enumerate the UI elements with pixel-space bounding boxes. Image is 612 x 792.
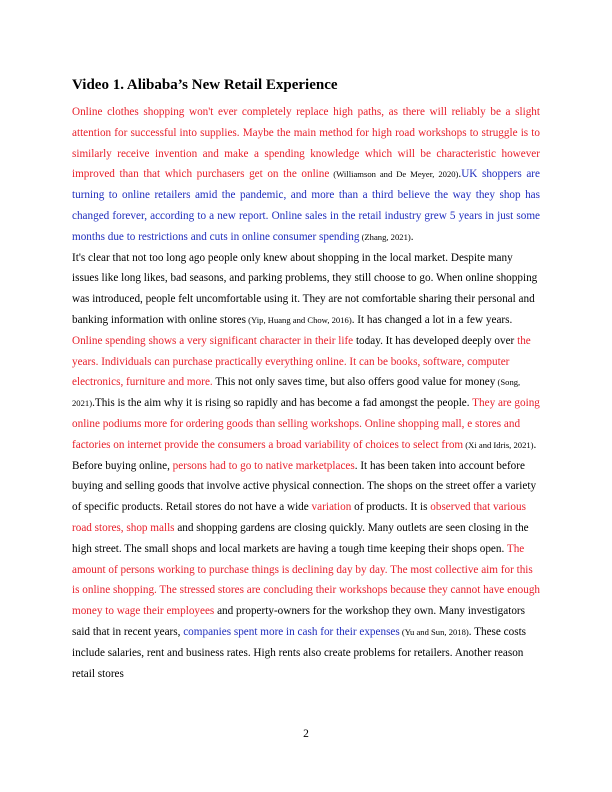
citation: (Yu and Sun, 2018) — [399, 626, 469, 637]
text-run: . These costs include salaries, rent and business rates. High rents also create problems for retailers. Another reason retail stores — [72, 625, 527, 680]
paragraph-1 — [72, 102, 540, 248]
text-run: . It has changed a lot in a few years. — [351, 313, 513, 326]
text-run: . — [458, 168, 462, 181]
text-run: This not only saves time, but also offers good value for money — [212, 376, 496, 389]
highlighted-text-blue: companies spent more in cash for their expenses — [183, 625, 400, 638]
highlighted-text-red: the years. Individuals can purchase practically everything online. It can be books, software, computer electronics, furniture and more. — [72, 334, 531, 389]
page-number: 2 — [303, 728, 309, 740]
citation: (Xi and Idris, 2021) — [463, 439, 534, 450]
citation: (Song, 2021) — [72, 377, 521, 409]
text-run: . It has been taken into account before buying and selling goods that involve active physical connection. The shops on the street offer a variety of specific products. Retail stores do not have a wide — [72, 459, 537, 514]
citation: (Williamson and De Meyer, 2020) — [329, 169, 459, 180]
document-page — [72, 70, 540, 684]
text-run: . — [410, 230, 414, 243]
text-run: and shopping gardens are closing quickly. Many outlets are seen closing in the high street. The small shops and local markets are having a tough time keeping their shops open. — [72, 521, 529, 555]
text-run: .This is the aim why it is rising so rapidly and has become a fad amongst the people. — [92, 397, 473, 410]
highlighted-text-red: They are going online podiums more for ordering goods than selling workshops. Online shopping mall, e stores and factories on internet provide the consumers a broad variability of choices to select from — [72, 397, 540, 451]
paragraph-3 — [72, 456, 540, 685]
text-run: Before buying online, — [72, 459, 173, 472]
highlighted-text-red: Online spending shows a very significant character in their life — [72, 334, 354, 347]
highlighted-text-red: persons had to go to native marketplaces — [172, 459, 355, 472]
text-run: and property-owners for the workshop they own. Many investigators said that in recent years, — [72, 605, 525, 638]
highlighted-text-red: observed that various road stores, shop malls — [72, 501, 526, 534]
section-heading: Video 1. Alibaba’s New Retail Experience — [72, 77, 338, 93]
citation: (Zhang, 2021) — [359, 231, 411, 242]
highlighted-text-blue: UK shoppers are turning to online retailers amid the pandemic, and more than a third believe the way they shop has changed forever, according to a new report. Online sales in the retail industry grew 5 years in just some months due to restrictions and cuts in online consumer spending — [72, 168, 540, 243]
paragraph-2 — [72, 248, 540, 456]
citation: (Yip, Huang and Chow, 2016) — [246, 314, 352, 325]
text-run: of products. It is — [351, 501, 431, 514]
text-run: It's clear that not too long ago people only knew about shopping in the local market. Despite many issues like long likes, bad seasons, and parking problems, they still choose to go. When online shopping was introduced, people felt uncomfortable using it. They are not comfortable sharing their personal and banking information with online stores — [72, 251, 538, 326]
text-run: today. It has developed deeply over — [353, 334, 518, 347]
highlighted-text-red: variation — [311, 501, 352, 514]
text-run: . — [533, 438, 537, 451]
highlighted-text-red: Online clothes shopping won't ever completely replace high paths, as there will reliably be a slight attention for successful into supplies. Maybe the main method for high road workshops to struggle is to similarly receive invention and make a spending knowledge which will be characteristic however improved than that which purchasers get on the online — [72, 106, 540, 181]
highlighted-text-red: The amount of persons working to purchase things is declining day by day. The most collective aim for this is online shopping. The stressed stores are concluding their workshops because they cannot have enough money to wage their employees — [72, 542, 541, 618]
